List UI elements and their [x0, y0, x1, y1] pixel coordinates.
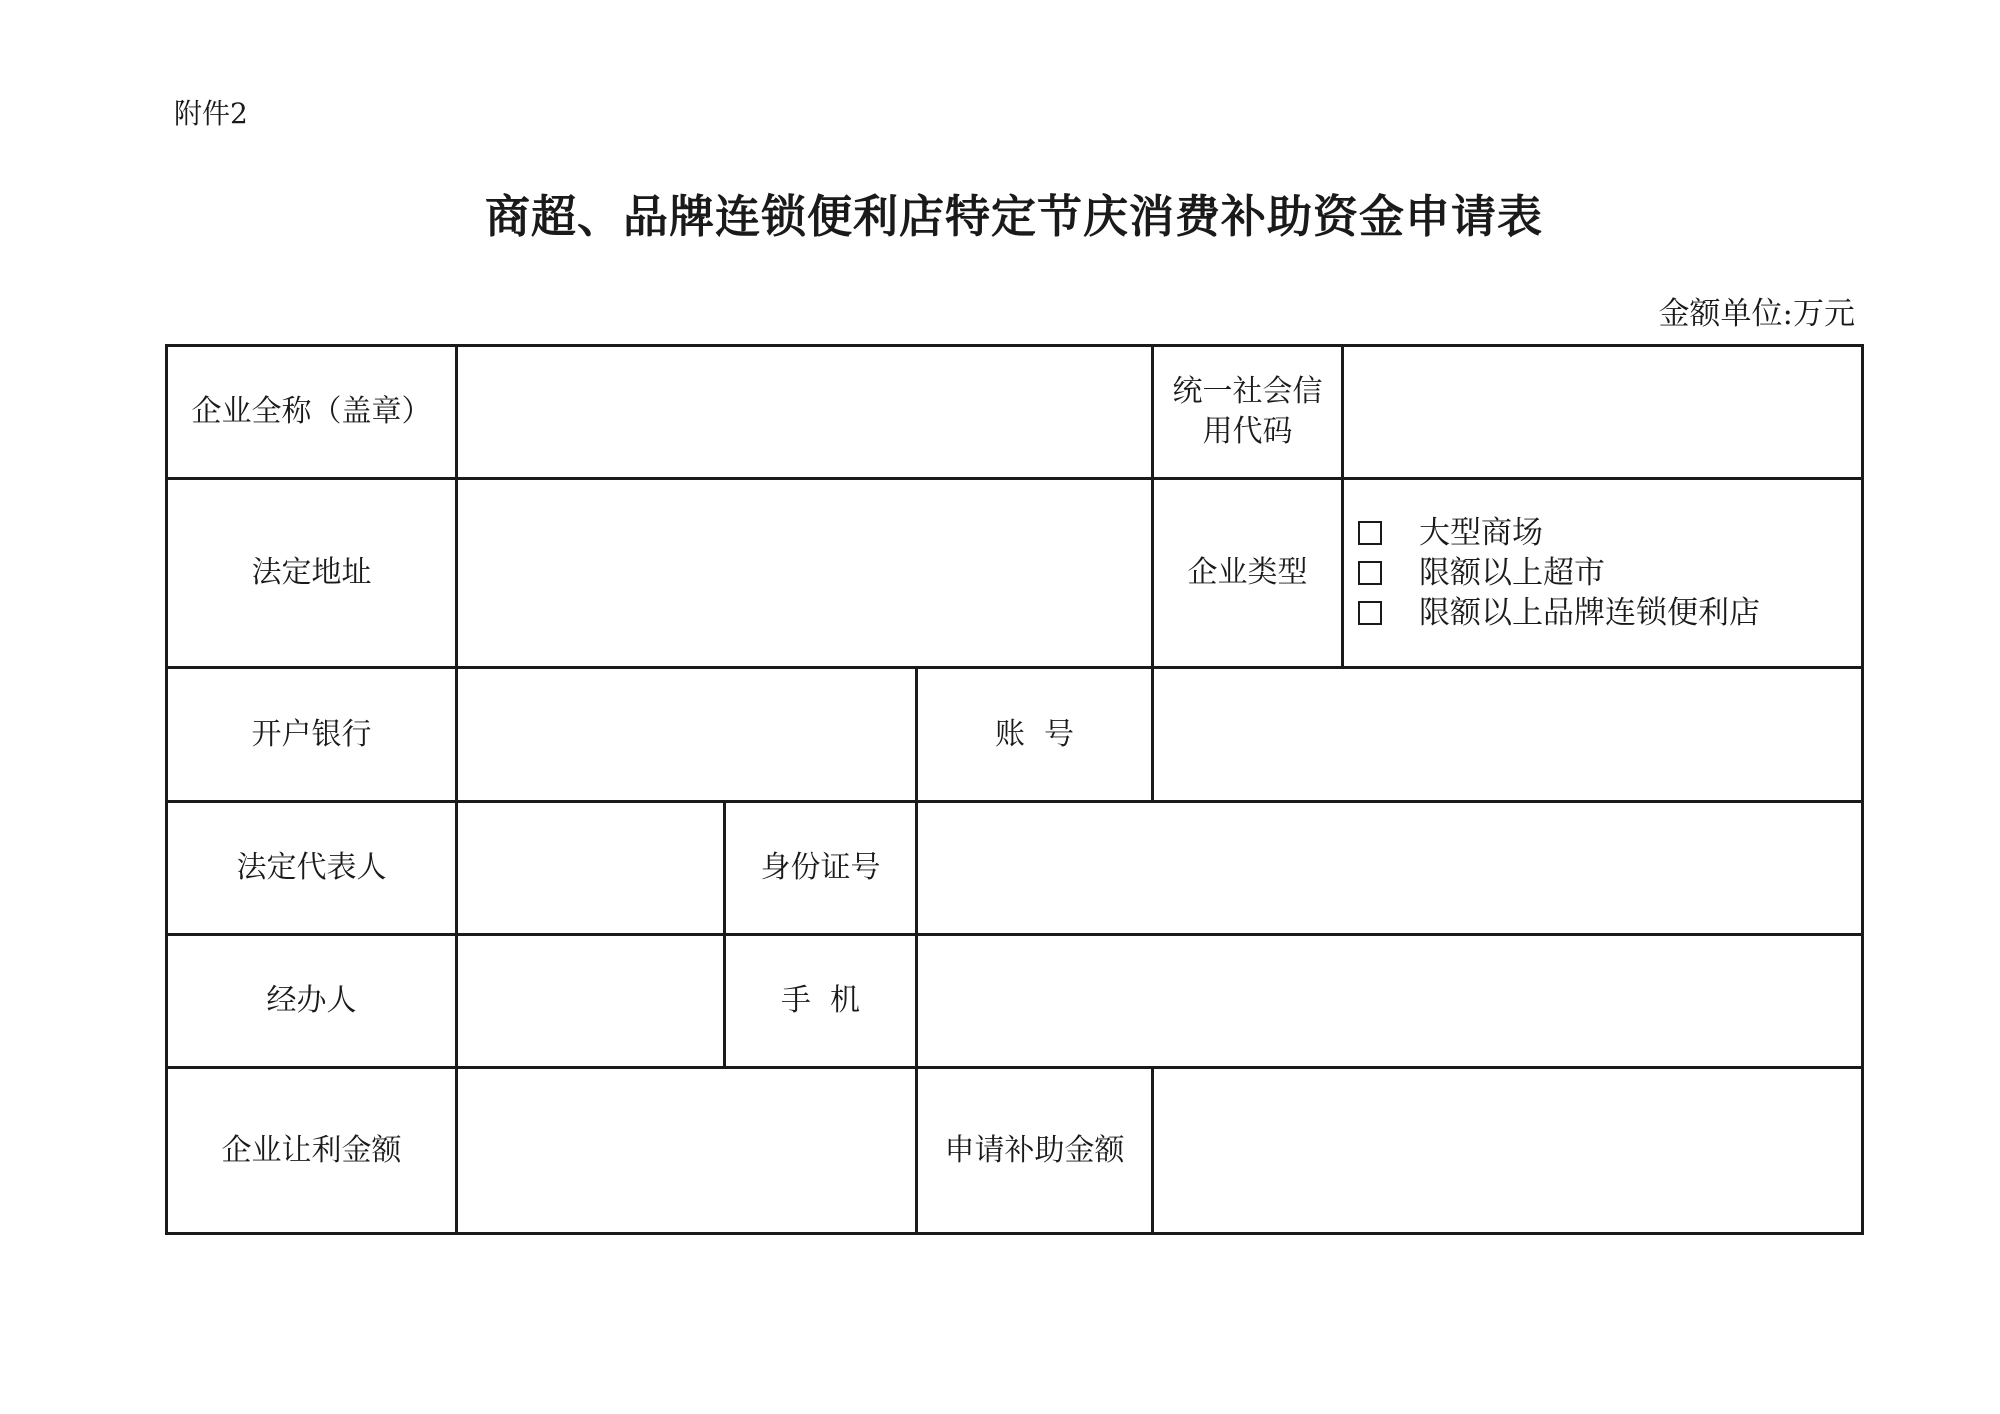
checkbox-icon[interactable]: [1358, 521, 1382, 545]
legal-address-field[interactable]: [457, 479, 1153, 668]
legal-rep-label-cell: [167, 802, 457, 935]
company-type-option-label: 限额以上超市: [1419, 555, 1605, 591]
bank-label: 开户银行: [251, 716, 372, 752]
mobile-label-cell: [725, 935, 917, 1068]
credit-code-field[interactable]: [1343, 346, 1863, 479]
row-company-name: [167, 346, 1863, 479]
subsidy-amount-label: 申请补助金额: [944, 1132, 1125, 1168]
company-name-field[interactable]: [457, 346, 1153, 479]
account-label: 账 号: [994, 716, 1075, 752]
checkbox-icon[interactable]: [1358, 601, 1382, 625]
amount-unit-note: 金额单位:万元: [1658, 296, 1855, 332]
mobile-field[interactable]: [917, 935, 1863, 1068]
row-legal-rep: [167, 802, 1863, 935]
company-type-option-convenience-store[interactable]: [1358, 593, 1861, 633]
concession-amount-field[interactable]: [457, 1068, 917, 1234]
row-bank: [167, 668, 1863, 802]
row-legal-address: [167, 479, 1863, 668]
credit-code-label-line1: 统一社会信: [1172, 374, 1323, 409]
company-type-label-cell: [1153, 479, 1343, 668]
company-name-label: 企业全称（盖章）: [191, 394, 432, 429]
bank-label-cell: [167, 668, 457, 802]
company-type-options: [1343, 479, 1863, 668]
application-form-table: [165, 344, 1864, 1235]
row-amounts: [167, 1068, 1863, 1234]
id-number-label-cell: [725, 802, 917, 935]
legal-address-label: 法定地址: [251, 555, 372, 590]
account-field[interactable]: [1153, 668, 1863, 802]
subsidy-amount-field[interactable]: [1153, 1068, 1863, 1234]
bank-field[interactable]: [457, 668, 917, 802]
company-type-label: 企业类型: [1187, 555, 1308, 590]
company-type-option-label: 限额以上品牌连锁便利店: [1419, 595, 1760, 631]
checkbox-icon[interactable]: [1358, 561, 1382, 585]
concession-amount-label: 企业让利金额: [221, 1132, 402, 1168]
legal-address-label-cell: [167, 479, 457, 668]
handler-label-cell: [167, 935, 457, 1068]
handler-label: 经办人: [266, 983, 357, 1018]
legal-rep-field[interactable]: [457, 802, 725, 935]
legal-rep-label: 法定代表人: [236, 850, 387, 885]
form-title: 商超、品牌连锁便利店特定节庆消费补助资金申请表: [484, 190, 1543, 243]
id-number-field[interactable]: [917, 802, 1863, 935]
company-type-option-supermarket[interactable]: [1358, 553, 1861, 593]
company-type-option-label: 大型商场: [1419, 515, 1543, 551]
credit-code-label-cell: [1153, 346, 1343, 479]
company-name-label-cell: [167, 346, 457, 479]
handler-field[interactable]: [457, 935, 725, 1068]
row-handler: [167, 935, 1863, 1068]
concession-amount-label-cell: [167, 1068, 457, 1234]
credit-code-label-line2: 用代码: [1202, 414, 1293, 449]
company-type-option-mall[interactable]: [1358, 513, 1861, 553]
id-number-label: 身份证号: [760, 850, 881, 885]
credit-code-label: [1173, 372, 1323, 452]
mobile-label: 手 机: [780, 983, 861, 1018]
subsidy-amount-label-cell: [917, 1068, 1153, 1234]
account-label-cell: [917, 668, 1153, 802]
attachment-label: 附件2: [174, 97, 248, 130]
